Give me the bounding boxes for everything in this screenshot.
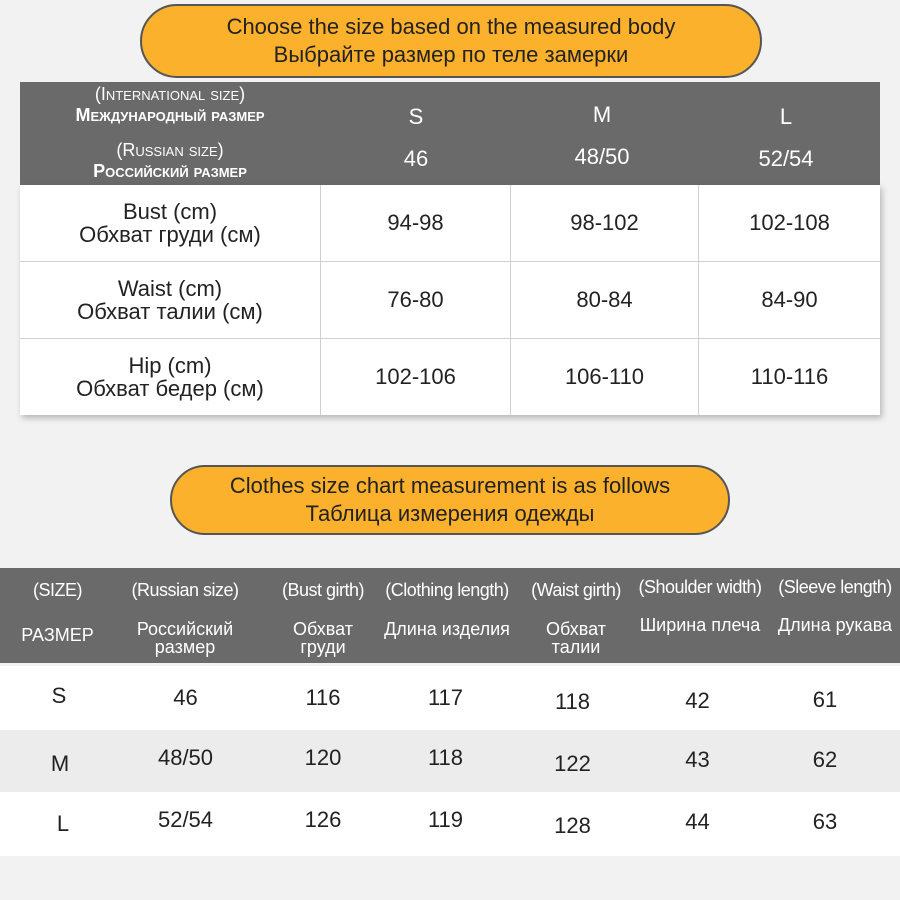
table-cell: 98-102 — [510, 185, 698, 261]
table-cell: 128 — [554, 813, 591, 838]
column-header-en: (Bust girth) — [281, 580, 365, 600]
table-cell: 62 — [812, 747, 838, 772]
column-header-ru: Ширина плеча — [639, 615, 761, 635]
column-header-ru: Длина изделия — [384, 619, 510, 639]
table-cell: 80-84 — [510, 262, 698, 338]
column-header-ru: Обхват груди — [293, 619, 353, 657]
table-cell: 102-108 — [698, 185, 880, 261]
column-header-bust-girth — [268, 568, 378, 663]
table-cell: 119 — [427, 807, 464, 832]
table-cell: 120 — [304, 745, 342, 770]
column-header-en: (Waist girth) — [531, 580, 621, 600]
table-cell: 46 — [173, 685, 198, 710]
table-cell: 117 — [427, 685, 464, 710]
intl-size-l: L — [779, 104, 793, 129]
clothes-chart-banner — [170, 465, 730, 535]
table-cell: L — [56, 811, 70, 836]
column-header-en: (Sleeve length) — [778, 577, 892, 597]
table-row-waist — [20, 262, 880, 339]
column-header-en: (Russian size) — [131, 580, 239, 600]
banner-text-en: Clothes size chart measurement is as follows — [229, 473, 671, 498]
column-header-clothing-length — [378, 568, 516, 663]
row-label-ru: Обхват груди (см) — [79, 222, 261, 247]
size-guide-banner — [140, 4, 762, 78]
banner-text-ru: Таблица измерения одежды — [305, 501, 595, 526]
table-cell: 61 — [812, 687, 838, 712]
russian-size-label-en: (Russian size) — [116, 140, 224, 160]
table-cell: 63 — [812, 809, 838, 834]
body-size-table — [20, 185, 880, 415]
table-cell: 102-106 — [320, 339, 510, 415]
table-cell: 106-110 — [510, 339, 698, 415]
table-row-l — [0, 792, 900, 856]
body-size-table-header — [20, 82, 880, 185]
row-label — [20, 185, 320, 261]
column-header-ru: Российский размер — [136, 619, 234, 657]
table-row-hip — [20, 339, 880, 415]
column-header-en: (Shoulder width) — [638, 577, 762, 597]
clothes-size-table-header — [0, 568, 900, 663]
table-cell: 116 — [305, 685, 341, 710]
table-row-s — [0, 666, 900, 730]
table-cell: 42 — [685, 688, 710, 713]
russian-size-52-54: 52/54 — [758, 146, 814, 171]
column-header-shoulder-width — [630, 568, 770, 663]
intl-size-s: S — [408, 104, 424, 129]
table-cell: 118 — [554, 689, 591, 714]
row-label-en: Hip (cm) — [128, 353, 212, 378]
row-label-en: Bust (cm) — [122, 199, 218, 224]
row-label — [20, 339, 320, 415]
russian-size-label-ru: Российский размер — [93, 161, 247, 181]
table-row-bust — [20, 185, 880, 262]
column-header-russian-size — [115, 568, 255, 663]
table-cell: 84-90 — [698, 262, 880, 338]
table-cell: 94-98 — [320, 185, 510, 261]
table-row-m — [0, 730, 900, 794]
row-label-en: Waist (cm) — [117, 276, 223, 301]
intl-size-label-ru: Международный размер — [75, 105, 265, 125]
column-header-sleeve-length — [770, 568, 900, 663]
row-label-ru: Обхват бедер (см) — [76, 376, 264, 401]
column-header-ru: Обхват талии — [546, 619, 606, 657]
column-header-ru: РАЗМЕР — [21, 625, 94, 645]
table-cell: 44 — [685, 809, 710, 834]
column-header-ru: Длина рукава — [777, 615, 893, 635]
table-cell: 76-80 — [320, 262, 510, 338]
row-label-ru: Обхват талии (см) — [77, 299, 263, 324]
table-cell: 52/54 — [157, 807, 214, 832]
russian-size-48-50: 48/50 — [574, 144, 630, 169]
table-cell: 118 — [427, 745, 464, 770]
table-cell: 126 — [304, 807, 342, 832]
intl-size-m: M — [592, 102, 612, 127]
table-cell: 110-116 — [698, 339, 880, 415]
column-header-waist-girth — [520, 568, 632, 663]
russian-size-46: 46 — [403, 146, 429, 171]
row-label — [20, 262, 320, 338]
table-cell: M — [50, 751, 70, 776]
table-cell: 43 — [685, 747, 710, 772]
banner-text-en: Choose the size based on the measured body — [226, 14, 676, 39]
intl-size-label-en: (International size) — [94, 84, 246, 104]
column-header-size — [0, 568, 115, 663]
table-cell: S — [51, 683, 67, 708]
column-header-en: (Clothing length) — [385, 580, 509, 600]
table-cell: 122 — [554, 751, 591, 776]
column-header-en: (SIZE) — [33, 580, 82, 600]
banner-text-ru: Выбрайте размер по теле замерки — [273, 42, 629, 67]
table-cell: 48/50 — [157, 745, 214, 770]
